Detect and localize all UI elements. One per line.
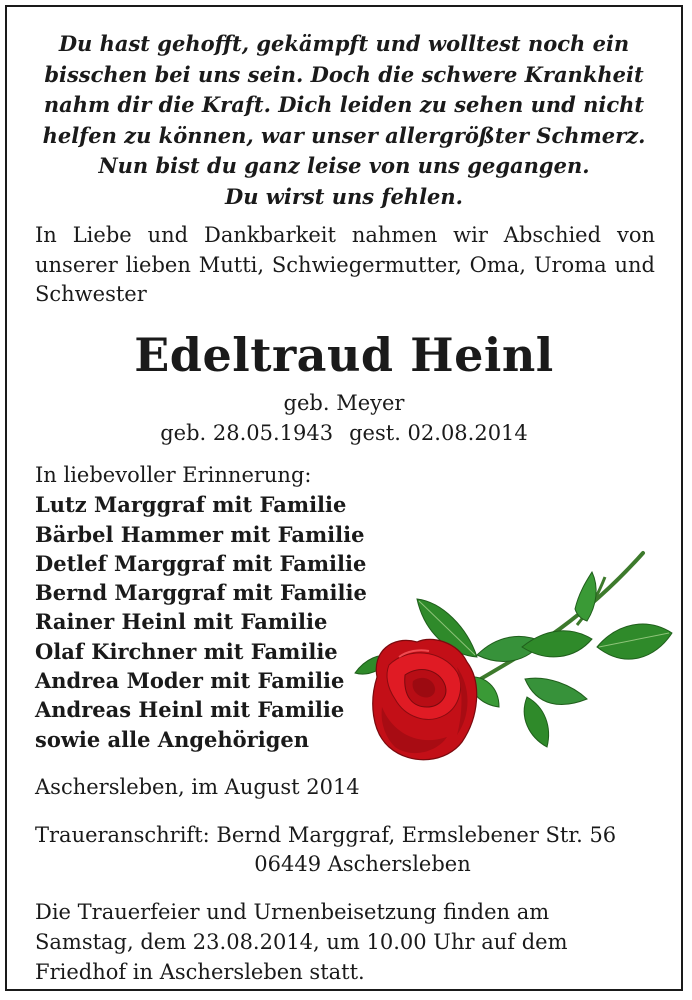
poem-line: Du hast gehofft, gekämpft und wolltest noch ein — [58, 31, 630, 56]
mourner-item: Andreas Heinl mit Familie — [35, 697, 345, 723]
mourner-item: Andrea Moder mit Familie — [35, 668, 345, 694]
poem-line: bisschen bei uns sein. Doch die schwere Krankheit — [44, 61, 644, 87]
poem — [7, 29, 681, 212]
intro-text: In Liebe und Dankbarkeit nahmen wir Abschied von unserer lieben Mutti, Schwiegermutter, Oma, Uroma und Schwester — [35, 223, 655, 306]
mourners-lead: In liebevoller Erinnerung: — [35, 463, 312, 487]
mourner-item: Bärbel Hammer mit Familie — [35, 521, 365, 547]
poem-line: Nun bist du ganz leise von uns gegangen. — [98, 153, 590, 178]
poem-line: nahm dir die Kraft. Dich leiden zu sehen und nicht — [43, 92, 645, 117]
birth-name: geb. Meyer — [283, 391, 405, 415]
address-line-2: 06449 Aschersleben — [254, 852, 471, 876]
poem-line: Du wirst uns fehlen. — [225, 183, 463, 209]
mourning-address — [35, 821, 660, 879]
mourner-item: Lutz Marggraf mit Familie — [35, 492, 347, 518]
life-dates — [7, 419, 681, 447]
mourner-item: Bernd Marggraf mit Familie — [35, 580, 367, 606]
mourners-list — [35, 461, 367, 754]
address-line-1: Traueranschrift: Bernd Marggraf, Ermslebener Str. 56 — [35, 823, 617, 847]
ceremony-info: Die Trauerfeier und Urnenbeisetzung finden am Samstag, dem 23.08.2014, um 10.00 Uhr auf dem Friedhof in Aschersleben statt. — [35, 900, 568, 984]
mourner-item: Rainer Heinl mit Familie — [35, 609, 328, 635]
red-rose-icon — [347, 547, 677, 777]
poem-line: helfen zu können, war unser allergrößter Schmerz. — [42, 122, 646, 148]
place-and-date: Aschersleben, im August 2014 — [35, 775, 360, 799]
obituary-notice — [5, 5, 683, 991]
mourner-item: sowie alle Angehörigen — [35, 726, 310, 752]
mourner-item: Detlef Marggraf mit Familie — [35, 550, 367, 576]
birth-date: geb. 28.05.1943 — [160, 421, 334, 445]
deceased-name: Edeltraud Heinl — [134, 328, 554, 382]
death-date: gest. 02.08.2014 — [349, 421, 528, 445]
mourner-item: Olaf Kirchner mit Familie — [35, 638, 338, 664]
